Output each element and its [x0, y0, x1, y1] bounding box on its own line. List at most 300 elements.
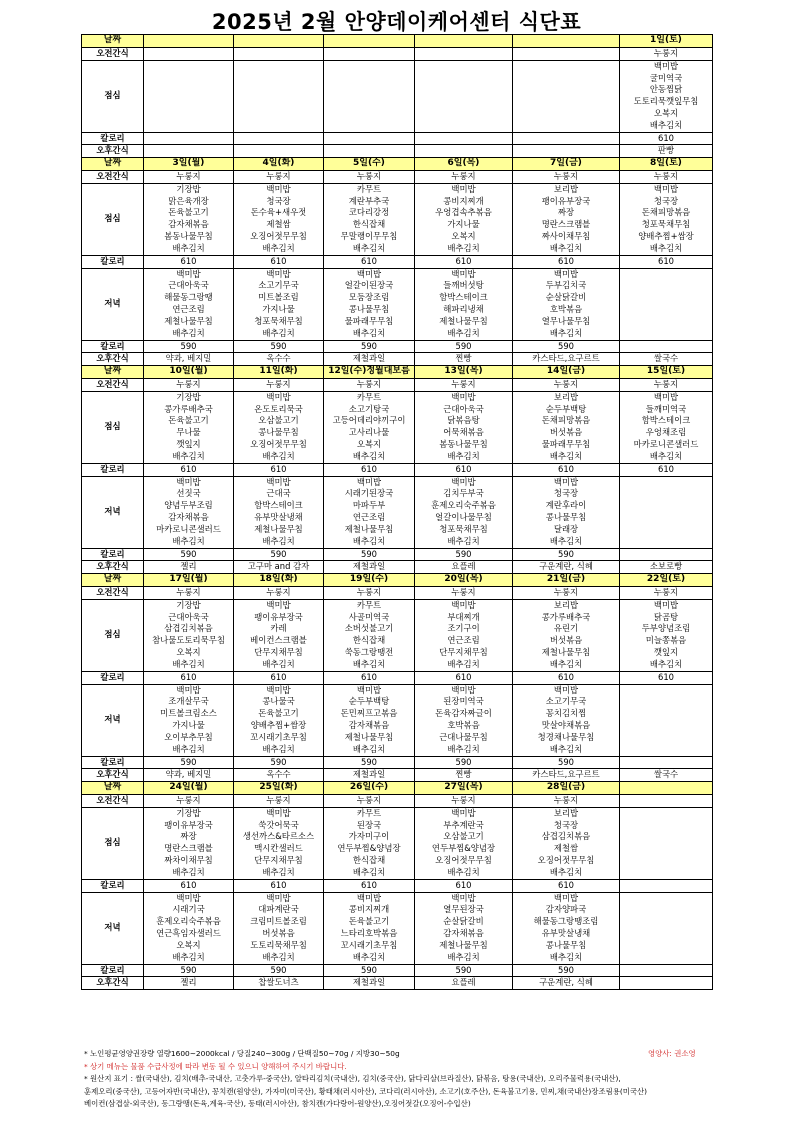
- lunch-cell: [513, 807, 620, 879]
- lunch-calorie-cell: [234, 132, 324, 145]
- menu-item: 백미밥: [266, 599, 291, 610]
- menu-item: 오복지: [176, 647, 201, 658]
- afternoon-snack-label: 오후간식: [82, 977, 144, 990]
- menu-item: 배추김치: [262, 743, 295, 754]
- menu-item: 돈육불고기: [168, 207, 209, 218]
- menu-item: 감자채볶음: [348, 720, 390, 731]
- page-title: 2025년 2월 안양데이케어센터 식단표: [211, 10, 582, 34]
- menu-item: 깻잎지: [653, 647, 679, 658]
- lunch-label: 점심: [82, 807, 144, 879]
- menu-item: 연근조림: [447, 635, 480, 646]
- menu-item: 오이부추무침: [164, 731, 213, 742]
- menu-item: 백미밥: [266, 391, 291, 402]
- menu-item: 유부맛살냉채: [541, 928, 591, 939]
- date-cell: 4일(화): [234, 158, 324, 171]
- dinner-calorie-cell: [620, 756, 713, 769]
- date-cell: 6일(목): [415, 158, 513, 171]
- afternoon-snack-cell: 고구마 and 감자: [234, 561, 324, 574]
- lunch-calorie-cell: 610: [234, 463, 324, 476]
- morning-snack-row: [82, 378, 713, 391]
- afternoon-snack-label: 오후간식: [82, 769, 144, 782]
- menu-item: 도토리묵깻잎무침: [633, 96, 699, 107]
- menu-item: 삼겹김치볶음: [164, 623, 213, 634]
- dinner-calorie-cell: 590: [234, 964, 324, 977]
- lunch-cell: [620, 183, 713, 255]
- menu-item: 청포묵채무침: [439, 523, 488, 534]
- lunch-row: [82, 599, 713, 671]
- morning-snack-cell: 누룽지: [234, 794, 324, 807]
- lunch-calorie-cell: [415, 132, 513, 145]
- menu-item: 오징어젓무무침: [250, 439, 307, 450]
- menu-item: 백미밥: [266, 892, 291, 903]
- afternoon-snack-label: 오후간식: [82, 145, 144, 158]
- menu-item: 백미밥: [451, 807, 476, 818]
- dinner-cell: [144, 268, 234, 340]
- lunch-row: [82, 60, 713, 132]
- dinner-calorie-row: [82, 548, 713, 561]
- menu-item: 돈육불고기: [168, 415, 209, 426]
- lunch-cell: [234, 599, 324, 671]
- afternoon-snack-cell: [324, 145, 415, 158]
- lunch-cell: [324, 391, 415, 463]
- lunch-cell: [513, 60, 620, 132]
- menu-item: 조개살무국: [168, 696, 209, 707]
- menu-item: 돈육감자짜글이: [435, 708, 492, 719]
- morning-snack-cell: [234, 47, 324, 60]
- menu-item: 백미밥: [266, 807, 291, 818]
- morning-snack-cell: 누룽지: [415, 794, 513, 807]
- note-change: * 상기 메뉴는 물품 수급사정에 따라 변동 될 수 있으니 양해하여 주시기 바랍니다.: [84, 1061, 347, 1071]
- date-cell: 22일(토): [620, 574, 713, 587]
- menu-item: 오복지: [356, 439, 382, 450]
- afternoon-snack-cell: 젤리: [144, 561, 234, 574]
- lunch-calorie-cell: 610: [620, 255, 713, 268]
- menu-item: 배추김치: [172, 450, 205, 461]
- dinner-calorie-cell: 590: [144, 340, 234, 353]
- lunch-cell: [620, 60, 713, 132]
- menu-item: 소버섯불고기: [344, 623, 394, 634]
- menu-item: 꽁치김치찜: [545, 708, 587, 719]
- menu-item: 버섯볶음: [262, 928, 295, 939]
- morning-snack-row: [82, 170, 713, 183]
- dinner-calorie-cell: 590: [513, 964, 620, 977]
- lunch-calorie-label: 칼로리: [82, 255, 144, 268]
- date-row: [82, 782, 713, 795]
- dinner-calorie-row: [82, 340, 713, 353]
- menu-item: 소고기탕국: [348, 403, 390, 414]
- menu-item: 배추김치: [262, 535, 295, 546]
- lunch-calorie-cell: [513, 132, 620, 145]
- morning-snack-label: 오전간식: [82, 794, 144, 807]
- lunch-cell: [415, 60, 513, 132]
- dinner-calorie-cell: 590: [513, 340, 620, 353]
- afternoon-snack-cell: 카스타드,요구르트: [513, 353, 620, 366]
- lunch-cell: [620, 391, 713, 463]
- lunch-calorie-row: [82, 132, 713, 145]
- dinner-calorie-cell: 590: [234, 340, 324, 353]
- menu-item: 버섯볶음: [549, 635, 583, 646]
- lunch-calorie-row: [82, 671, 713, 684]
- morning-snack-row: [82, 47, 713, 60]
- menu-item: 배추김치: [172, 327, 205, 338]
- lunch-cell: [513, 183, 620, 255]
- dinner-calorie-label: 칼로리: [82, 548, 144, 561]
- lunch-cell: [415, 391, 513, 463]
- lunch-cell: [144, 599, 234, 671]
- afternoon-snack-cell: 찐빵: [415, 769, 513, 782]
- dinner-cell: [324, 892, 415, 964]
- menu-item: 기장밥: [176, 391, 201, 402]
- date-cell: 18일(화): [234, 574, 324, 587]
- menu-item: 배추김치: [352, 535, 386, 546]
- date-label: 날짜: [82, 366, 144, 379]
- lunch-cell: [234, 807, 324, 879]
- menu-item: 백미밥: [176, 684, 201, 695]
- menu-item: 백미밥: [356, 892, 382, 903]
- menu-item: 백미밥: [451, 599, 476, 610]
- menu-item: 한식잡채: [352, 855, 386, 866]
- menu-item: 돈육불고기: [258, 708, 299, 719]
- menu-item: 미트볼조림: [258, 292, 299, 303]
- menu-item: 미트볼크림소스: [160, 708, 217, 719]
- dinner-cell: [234, 268, 324, 340]
- menu-item: 백미밥: [653, 183, 679, 194]
- dinner-calorie-label: 칼로리: [82, 964, 144, 977]
- morning-snack-cell: 누룽지: [513, 794, 620, 807]
- menu-item: 소고기무국: [258, 280, 299, 291]
- morning-snack-cell: 누룽지: [144, 170, 234, 183]
- menu-item: 백미밥: [266, 268, 291, 279]
- lunch-cell: [324, 599, 415, 671]
- menu-item: 미늘쫑볶음: [645, 635, 687, 646]
- lunch-cell: [415, 807, 513, 879]
- menu-item: 배추김치: [649, 242, 683, 253]
- menu-item: 백미밥: [553, 892, 579, 903]
- menu-item: 계란후라이: [545, 500, 587, 511]
- lunch-calorie-label: 칼로리: [82, 463, 144, 476]
- menu-item: 백미밥: [451, 684, 476, 695]
- dinner-calorie-cell: 590: [513, 756, 620, 769]
- menu-item: 모둠장조림: [348, 292, 390, 303]
- menu-item: 백미밥: [176, 892, 201, 903]
- afternoon-snack-cell: 판빵: [620, 145, 713, 158]
- note-origin: 훈제오리(중국산), 고등어자반(국내산), 꽁치캔(원양산), 가자미(미국산), 황태채(러시아산), 코다리(러시아산), 소고기(호주산), 돈육불고기용, 민찌,채(국내산)장조림용(미국산): [84, 1086, 648, 1096]
- menu-item: 백미밥: [553, 268, 579, 279]
- menu-item: 봄동나물무침: [439, 439, 488, 450]
- lunch-cell: [144, 391, 234, 463]
- menu-item: 콩나물무침: [545, 939, 587, 950]
- date-cell: 19일(수): [324, 574, 415, 587]
- date-cell: 11일(화): [234, 366, 324, 379]
- menu-item: 돈채피망볶음: [541, 415, 591, 426]
- menu-item: 백미밥: [553, 684, 579, 695]
- menu-item: 오징어젓무무침: [435, 855, 492, 866]
- menu-item: 콩나물무침: [348, 304, 390, 315]
- menu-item: 보리밥: [553, 183, 579, 194]
- dinner-calorie-cell: 590: [234, 548, 324, 561]
- menu-item: 된장미역국: [443, 696, 484, 707]
- menu-item: 해파리냉채: [443, 304, 484, 315]
- morning-snack-cell: 누룽지: [324, 586, 415, 599]
- menu-item: 우엉겹속추볶음: [435, 207, 492, 218]
- lunch-cell: [513, 391, 620, 463]
- menu-item: 기장밥: [176, 183, 201, 194]
- afternoon-snack-row: [82, 145, 713, 158]
- dinner-calorie-cell: 590: [415, 340, 513, 353]
- morning-snack-cell: 누룽지: [620, 586, 713, 599]
- menu-item: 느타리호박볶음: [340, 928, 398, 939]
- menu-item: 배추김치: [549, 327, 583, 338]
- dinner-calorie-cell: 590: [144, 548, 234, 561]
- lunch-calorie-cell: 610: [513, 463, 620, 476]
- date-cell: 17일(월): [144, 574, 234, 587]
- dinner-calorie-cell: [620, 340, 713, 353]
- menu-item: 돈육불고기: [348, 916, 390, 927]
- menu-item: 근대아욱국: [168, 280, 209, 291]
- morning-snack-label: 오전간식: [82, 586, 144, 599]
- menu-item: 백미밥: [451, 183, 476, 194]
- morning-snack-cell: [620, 794, 713, 807]
- menu-item: 베이컨스크램블: [250, 635, 307, 646]
- date-cell: 25일(화): [234, 782, 324, 795]
- menu-item: 얼갈이나물무침: [435, 512, 492, 523]
- menu-item: 배추김치: [447, 450, 480, 461]
- menu-item: 코다리강정: [348, 207, 390, 218]
- menu-item: 연근조림: [172, 304, 205, 315]
- menu-item: 청국장: [553, 488, 579, 499]
- menu-item: 맥시칸샐러드: [254, 843, 303, 854]
- dinner-cell: [620, 892, 713, 964]
- date-cell: 8일(토): [620, 158, 713, 171]
- menu-item: 백미밥: [266, 684, 291, 695]
- menu-item: 단무지채무침: [254, 647, 303, 658]
- menu-item: 콩나물무침: [258, 427, 299, 438]
- lunch-cell: [144, 807, 234, 879]
- menu-item: 순두부백탕: [545, 403, 587, 414]
- menu-item: 물파래무무침: [344, 315, 394, 326]
- menu-item: 두부양념조림: [641, 623, 691, 634]
- dinner-calorie-row: [82, 756, 713, 769]
- dinner-calorie-cell: 590: [324, 756, 415, 769]
- menu-item: 배추김치: [649, 450, 683, 461]
- morning-snack-cell: 누룽지: [144, 586, 234, 599]
- menu-item: 양념두부조림: [164, 500, 213, 511]
- date-cell: 13일(목): [415, 366, 513, 379]
- lunch-calorie-cell: 610: [620, 132, 713, 145]
- menu-item: 달래장: [553, 523, 579, 534]
- menu-item: 가지나물: [172, 720, 205, 731]
- dinner-cell: [144, 476, 234, 548]
- morning-snack-label: 오전간식: [82, 47, 144, 60]
- lunch-calorie-cell: 610: [144, 255, 234, 268]
- menu-item: 단무지채무침: [439, 647, 488, 658]
- afternoon-snack-row: [82, 977, 713, 990]
- lunch-cell: [144, 183, 234, 255]
- menu-item: 어묵채볶음: [443, 427, 484, 438]
- dinner-calorie-label: 칼로리: [82, 340, 144, 353]
- menu-item: 감자양파국: [545, 904, 587, 915]
- afternoon-snack-cell: [513, 145, 620, 158]
- menu-item: 근대국: [266, 488, 291, 499]
- lunch-cell: [415, 599, 513, 671]
- menu-item: 배추김치: [262, 951, 295, 962]
- menu-item: 카무트: [356, 183, 382, 194]
- menu-item: 배추김치: [549, 242, 583, 253]
- note-origin: * 원산지 표기 : 쌀(국내산), 김치(배추-국내산, 고춧가루-중국산), 알타리김치(국내산), 김치(중국산), 닭다리살(브라질산), 닭볶음, 탕용(국내산), 오리주물럭용(국내산),: [84, 1074, 621, 1084]
- menu-item: 근대나물무침: [439, 731, 488, 742]
- menu-item: 백미밥: [356, 684, 382, 695]
- menu-item: 배추김치: [447, 951, 480, 962]
- afternoon-snack-cell: [234, 145, 324, 158]
- afternoon-snack-cell: 요플레: [415, 977, 513, 990]
- menu-item: 오복지: [176, 939, 201, 950]
- menu-item: 배추김치: [352, 866, 386, 877]
- menu-item: 가지나물: [447, 219, 480, 230]
- menu-item: 짜장: [180, 831, 197, 842]
- dinner-calorie-cell: 590: [415, 548, 513, 561]
- menu-item: 대파계란국: [258, 904, 299, 915]
- menu-item: 오삼불고기: [258, 415, 299, 426]
- lunch-calorie-cell: 610: [324, 879, 415, 892]
- menu-item: 닭볶음탕: [447, 415, 480, 426]
- menu-item: 소고기무국: [545, 696, 587, 707]
- menu-item: 해물동그랑땡조림: [533, 916, 599, 927]
- lunch-calorie-cell: 610: [144, 463, 234, 476]
- lunch-calorie-cell: 610: [324, 671, 415, 684]
- menu-item: 배추김치: [649, 658, 683, 669]
- dinner-cell: [415, 476, 513, 548]
- morning-snack-cell: 누룽지: [620, 47, 713, 60]
- menu-item: 배추김치: [172, 743, 205, 754]
- menu-item: 배추김치: [172, 658, 205, 669]
- dinner-cell: [513, 892, 620, 964]
- menu-item: 백미밥: [266, 183, 291, 194]
- menu-item: 버섯볶음: [549, 427, 583, 438]
- menu-item: 배추김치: [549, 951, 583, 962]
- menu-item: 배추김치: [352, 450, 386, 461]
- menu-item: 닭곰탕: [653, 611, 679, 622]
- menu-item: 제철나물무침: [439, 315, 488, 326]
- menu-item: 감자채볶음: [443, 928, 484, 939]
- dinner-label: 저녁: [82, 892, 144, 964]
- morning-snack-cell: 누룽지: [620, 378, 713, 391]
- menu-item: 근대아욱국: [168, 611, 209, 622]
- menu-item: 배추김치: [447, 535, 480, 546]
- menu-item: 백미밥: [653, 60, 679, 71]
- menu-item: 부추계란국: [443, 819, 484, 830]
- date-cell: 12일(수)정월대보름: [324, 366, 415, 379]
- dinner-cell: [415, 268, 513, 340]
- menu-item: 돈수육+새우젓: [250, 207, 307, 218]
- lunch-calorie-cell: [144, 132, 234, 145]
- lunch-calorie-cell: 610: [620, 463, 713, 476]
- lunch-calorie-label: 칼로리: [82, 132, 144, 145]
- menu-item: 함박스테이크: [254, 500, 303, 511]
- menu-item: 오징어젓무무침: [250, 231, 307, 242]
- menu-item: 시래기된장국: [344, 488, 394, 499]
- lunch-calorie-row: [82, 255, 713, 268]
- morning-snack-cell: [144, 47, 234, 60]
- dinner-label: 저녁: [82, 476, 144, 548]
- lunch-cell: [144, 60, 234, 132]
- dinner-calorie-label: 칼로리: [82, 756, 144, 769]
- menu-item: 카레: [270, 623, 287, 634]
- lunch-cell: [513, 599, 620, 671]
- date-cell: 14일(금): [513, 366, 620, 379]
- lunch-cell: [415, 183, 513, 255]
- date-row: [82, 366, 713, 379]
- morning-snack-cell: [415, 47, 513, 60]
- dinner-calorie-cell: [620, 548, 713, 561]
- menu-item: 콩비지찌개: [443, 195, 484, 206]
- menu-item: 순살닭갈비: [443, 916, 484, 927]
- dinner-cell: [513, 268, 620, 340]
- menu-item: 배추김치: [172, 866, 205, 877]
- morning-snack-cell: 누룽지: [144, 794, 234, 807]
- morning-snack-cell: 누룽지: [415, 170, 513, 183]
- dinner-calorie-cell: 590: [513, 548, 620, 561]
- menu-item: 쑥갓어묵국: [258, 819, 299, 830]
- lunch-calorie-cell: 610: [620, 671, 713, 684]
- menu-item: 맑은육개장: [168, 195, 209, 206]
- lunch-calorie-cell: 610: [324, 255, 415, 268]
- note-origin: 베이컨(삼겹살-외국산), 동그랑땡(돈육,계육-국산), 동태(러시아산), 참치캔(가다랑어-원양산),오징어젓갈(오징어-수입산): [84, 1099, 471, 1109]
- menu-item: 쑥동그랑땡전: [344, 647, 394, 658]
- lunch-row: [82, 807, 713, 879]
- menu-item: 청포묵채무침: [641, 219, 691, 230]
- morning-snack-label: 오전간식: [82, 378, 144, 391]
- menu-item: 배추김치: [352, 658, 386, 669]
- menu-item: 제철나물무침: [344, 731, 394, 742]
- menu-item: 콩비지찌개: [348, 904, 390, 915]
- morning-snack-cell: 누룽지: [324, 170, 415, 183]
- menu-item: 제철나물무침: [541, 647, 591, 658]
- morning-snack-row: [82, 794, 713, 807]
- menu-item: 오삼불고기: [443, 831, 484, 842]
- date-row: [82, 35, 713, 48]
- date-cell: [415, 35, 513, 48]
- menu-item: 고사리나물: [348, 427, 390, 438]
- dinner-cell: [415, 684, 513, 756]
- morning-snack-cell: 누룽지: [144, 378, 234, 391]
- dinner-calorie-cell: 590: [324, 964, 415, 977]
- menu-item: 배추김치: [447, 866, 480, 877]
- date-cell: [324, 35, 415, 48]
- afternoon-snack-cell: [620, 977, 713, 990]
- dinner-cell: [513, 684, 620, 756]
- afternoon-snack-row: [82, 561, 713, 574]
- notes: [84, 1048, 714, 1111]
- afternoon-snack-cell: 구운계란, 식혜: [513, 561, 620, 574]
- date-row: [82, 158, 713, 171]
- menu-item: 제철나물무침: [254, 523, 303, 534]
- menu-item: 백미밥: [451, 476, 476, 487]
- menu-item: 마파두부: [352, 500, 386, 511]
- date-label: 날짜: [82, 574, 144, 587]
- menu-item: 배추김치: [352, 951, 386, 962]
- menu-item: 청경채나물무침: [537, 731, 595, 742]
- afternoon-snack-cell: 옥수수: [234, 353, 324, 366]
- menu-item: 순두부백탕: [348, 696, 390, 707]
- dinner-row: [82, 268, 713, 340]
- menu-item: 훈제오리숙주볶음: [156, 916, 221, 927]
- menu-item: 명란스크램블: [541, 219, 591, 230]
- date-cell: 28일(금): [513, 782, 620, 795]
- dinner-row: [82, 684, 713, 756]
- menu-item: 크림미트볼조림: [250, 916, 307, 927]
- dinner-cell: [513, 476, 620, 548]
- dinner-cell: [324, 684, 415, 756]
